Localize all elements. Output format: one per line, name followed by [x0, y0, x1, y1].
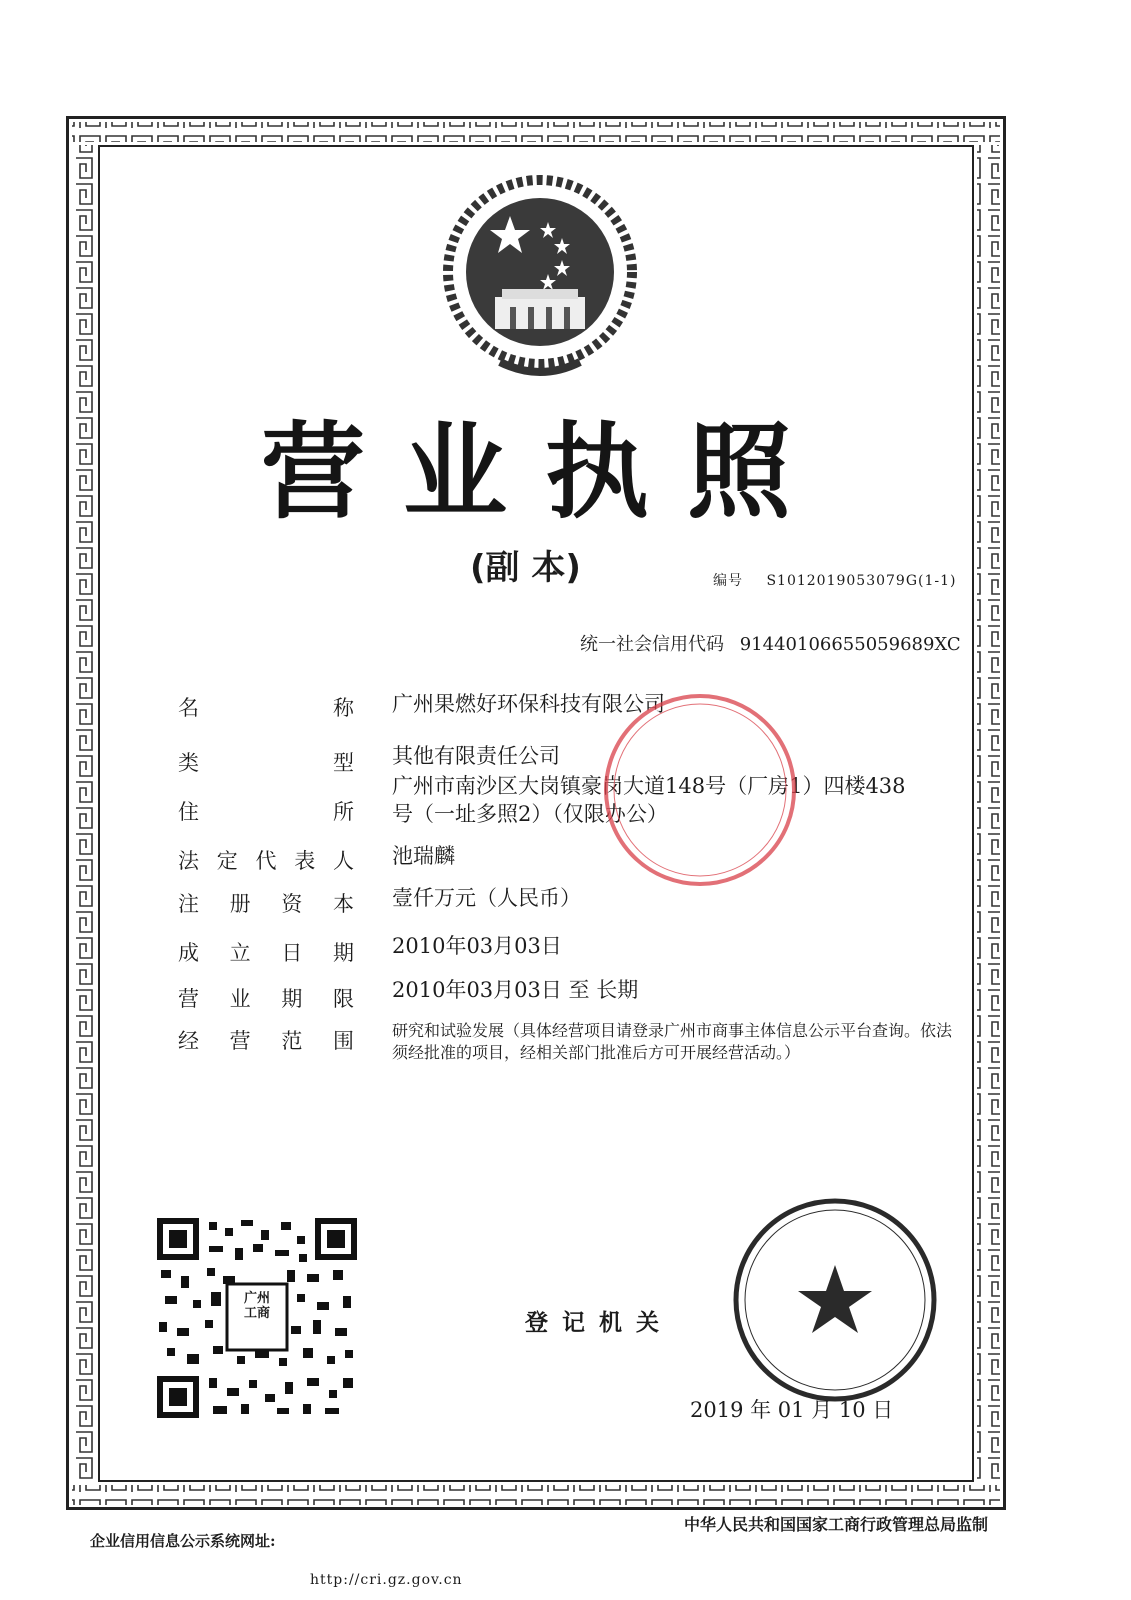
footer-system-label: 企业信用信息公示系统网址:: [90, 1532, 276, 1550]
company-seal-red: [600, 690, 800, 890]
field-label-term: 营 业 期 限: [178, 987, 354, 1011]
serial-label: 编号: [713, 573, 743, 589]
field-label-type: 类 型: [178, 751, 354, 775]
field-value-name: 广州果燃好环保科技有限公司: [392, 692, 665, 716]
field-label-capital: 注 册 资 本: [178, 892, 354, 916]
field-label-established: 成 立 日 期: [178, 941, 354, 965]
field-label-address: 住 所: [178, 800, 354, 824]
credit-code-label: 统一社会信用代码: [580, 634, 724, 655]
authority-seal: [730, 1195, 940, 1405]
field-value-capital: 壹仟万元（人民币）: [392, 886, 581, 910]
serial-number: [713, 570, 957, 590]
field-value-legal-rep: 池瑞麟: [392, 844, 455, 868]
issue-date: 2019 年 01 月 10 日: [690, 1398, 894, 1422]
field-label-legal-rep: 法 定 代 表 人: [178, 849, 354, 873]
credit-code: [580, 630, 961, 656]
field-value-scope: 研究和试验发展（具体经营项目请登录广州市商事主体信息公示平台查询。依法须经批准的项目，经相关部门批准后方可开展经营活动。）: [392, 1021, 953, 1062]
registration-authority-label: 登记机关: [525, 1310, 673, 1336]
field-value-address: 广州市南沙区大岗镇豪岗大道148号（厂房1）四楼438号（一址多照2）（仅限办公）: [392, 774, 906, 826]
qr-label: 广州工商: [243, 1291, 270, 1321]
serial-value: S1012019053079G(1-1): [766, 573, 957, 589]
license-title: 营业执照: [260, 411, 829, 533]
field-label-name: 名 称: [178, 696, 354, 720]
footer-supervisor: 中华人民共和国国家工商行政管理总局监制: [684, 1515, 989, 1534]
field-label-scope: 经 营 范 围: [178, 1029, 354, 1053]
credit-code-value: 91440106655059689XC: [739, 634, 961, 655]
footer-url-link[interactable]: http://cri.gz.gov.cn: [310, 1572, 463, 1588]
field-value-established: 2010年03月03日: [392, 934, 562, 958]
field-value-term: 2010年03月03日 至 长期: [392, 978, 639, 1002]
national-emblem-icon: [440, 172, 640, 382]
field-value-type: 其他有限责任公司: [392, 744, 560, 768]
license-subtitle: (副 本): [470, 548, 581, 588]
